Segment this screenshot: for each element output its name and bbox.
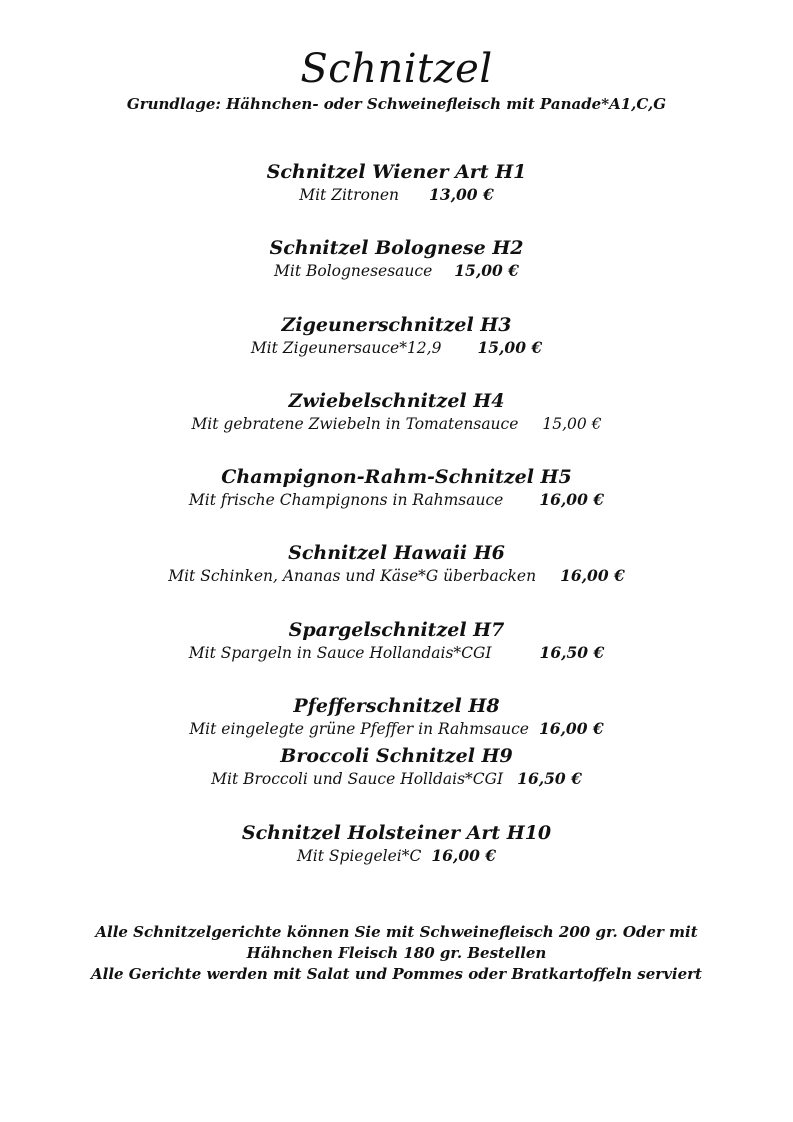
dish-price: 16,00 € — [560, 566, 625, 585]
dish-pfeffer — [0, 694, 793, 740]
dish-name: Zigeunerschnitzel H3 — [281, 314, 512, 336]
dish-price: 13,00 € — [429, 185, 494, 204]
page-title: Schnitzel — [300, 46, 493, 92]
dish-price: 16,50 € — [539, 643, 605, 662]
dish-description: Mit gebratene Zwiebeln in Tomatensauce — [191, 415, 519, 433]
dish-broccoli — [0, 744, 793, 790]
dish-hawaii — [0, 541, 793, 587]
dish-name: Zwiebelschnitzel H4 — [288, 390, 505, 412]
dish-zwiebel — [0, 389, 793, 435]
dish-name: Schnitzel Wiener Art H1 — [266, 161, 527, 183]
dish-price: 16,50 € — [517, 769, 582, 788]
dish-zigeuner — [0, 313, 793, 359]
dish-name: Schnitzel Bolognese H2 — [269, 237, 524, 259]
dish-description: Mit frische Champignons in Rahmsauce — [188, 491, 504, 509]
dish-description: Mit Broccoli und Sauce Holldais*CGI — [211, 770, 504, 788]
footer-line: Alle Schnitzelgerichte können Sie mit Schweinefleisch 200 gr. Oder mit — [95, 923, 698, 941]
dish-description: Mit eingelegte grüne Pfeffer in Rahmsauce — [189, 720, 529, 738]
dish-price: 16,00 € — [539, 490, 605, 509]
dish-price: 15,00 € — [454, 261, 519, 280]
dish-spargel — [0, 618, 793, 664]
dish-name: Broccoli Schnitzel H9 — [280, 745, 513, 767]
footer-line: Alle Gerichte werden mit Salat und Pommes oder Bratkartoffeln serviert — [90, 965, 702, 983]
footer-line: Hähnchen Fleisch 180 gr. Bestellen — [246, 944, 547, 962]
dish-description: Mit Bolognesesauce — [274, 262, 433, 280]
dish-price: 15,00 € — [542, 415, 602, 433]
dish-name: Champignon-Rahm-Schnitzel H5 — [221, 466, 572, 488]
dish-price: 16,00 € — [538, 719, 604, 738]
dish-wiener-art — [0, 160, 793, 206]
menu-footer-note — [0, 922, 793, 985]
dish-champignon-rahm — [0, 465, 793, 511]
dish-name: Pfefferschnitzel H8 — [293, 695, 500, 717]
page-subtitle: Grundlage: Hähnchen- oder Schweinefleisch mit Panade*A1,C,G — [126, 95, 667, 113]
dish-description: Mit Zitronen — [299, 186, 400, 204]
dish-description: Mit Zigeunersauce*12,9 — [250, 339, 442, 357]
dish-name: Schnitzel Holsteiner Art H10 — [241, 822, 552, 844]
dish-name: Schnitzel Hawaii H6 — [288, 542, 505, 564]
dish-description: Mit Spiegelei*C — [296, 847, 422, 865]
dish-description: Mit Schinken, Ananas und Käse*G überbacken — [168, 567, 537, 585]
dish-holsteiner — [0, 821, 793, 867]
dish-name: Spargelschnitzel H7 — [288, 619, 505, 641]
dish-description: Mit Spargeln in Sauce Hollandais*CGI — [188, 644, 492, 662]
dish-price: 16,00 € — [431, 846, 497, 865]
dish-bolognese — [0, 236, 793, 282]
dish-price: 15,00 € — [477, 338, 543, 357]
